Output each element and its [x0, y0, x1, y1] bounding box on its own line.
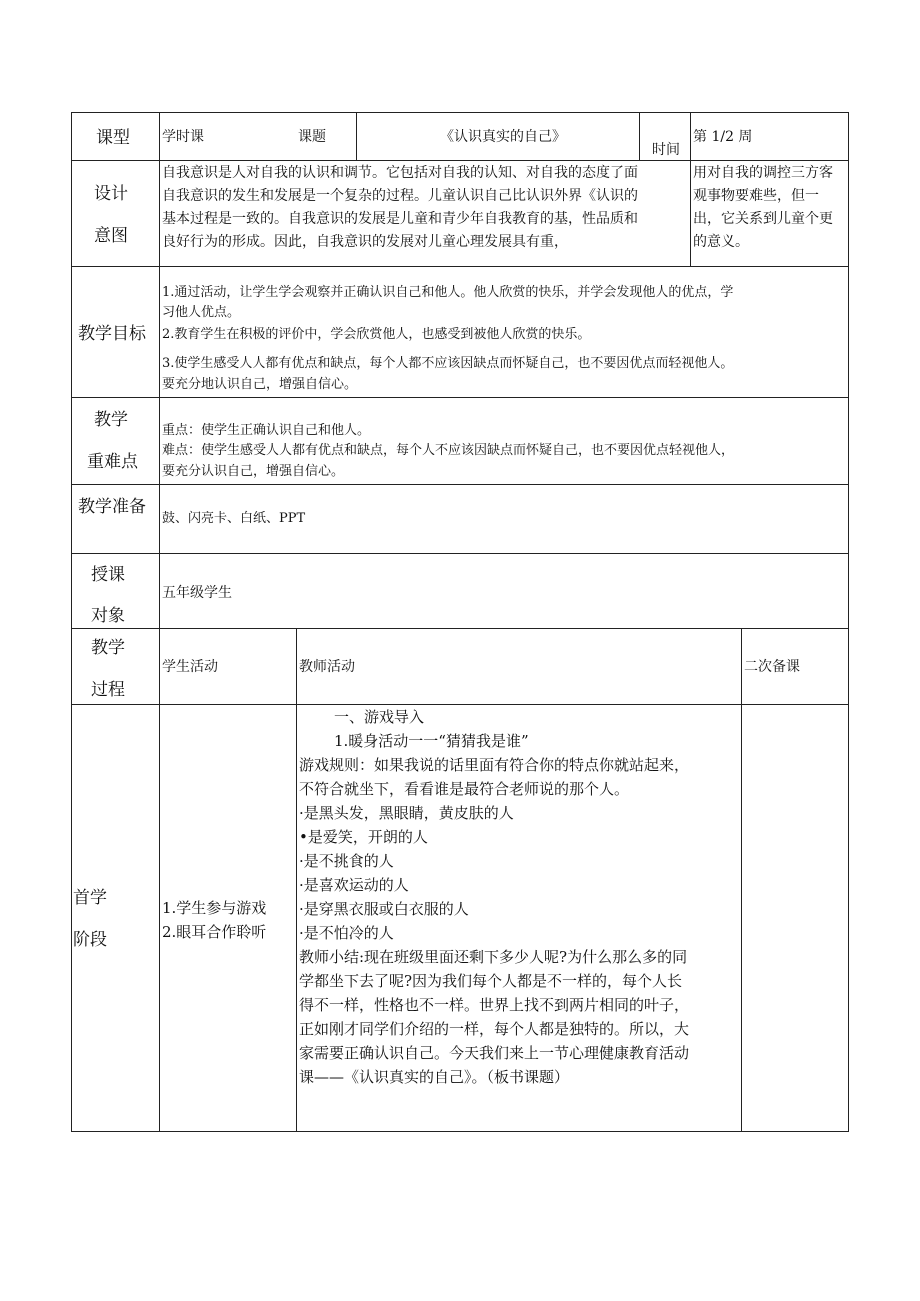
label-process-1: 教学: [91, 638, 125, 658]
goal-line: 1.通过活动，让学生学会观察并正确认识自己和他人。他人欣赏的快乐，并学会发现他人的优点，学: [162, 285, 734, 300]
design-right-line: 观事物要难些，但一: [693, 188, 819, 204]
audience-value: 五年级学生: [162, 585, 232, 601]
teacher-activity-line: 得不一样，性格也不一样。世界上找不到两片相同的叶子，: [299, 996, 690, 1014]
teacher-activity-line: 教师小结:现在班级里面还剩下多少人呢?为什么那么多的同: [299, 948, 688, 966]
row-line: [71, 628, 849, 629]
col-teacher-activity: 教师活动: [299, 659, 355, 675]
goal-line: 2.教育学生在积极的评价中，学会欣赏他人，也感受到被他人欣赏的快乐。: [162, 327, 591, 342]
label-audience-1: 授课: [91, 565, 125, 585]
keypoint-line: 要充分认识自己，增强自信心。: [162, 464, 345, 479]
week-value: 第 1/2 周: [693, 129, 753, 145]
label-audience-2: 对象: [91, 606, 125, 626]
teacher-activity-line: 游戏规则：如果我说的话里面有符合你的特点你就站起来，: [299, 756, 690, 774]
keypoint-line: 难点：使学生感受人人都有优点和缺点，每个人不应该因缺点而怀疑自己，也不要因优点轻视他人，: [162, 443, 735, 458]
col-line: [741, 628, 742, 1132]
label-stage-2: 阶段: [73, 930, 107, 950]
label-time: 时间: [652, 142, 680, 158]
teacher-activity-line: ·是穿黑衣服或白衣服的人: [299, 900, 469, 918]
design-right-line: 的意义。: [693, 234, 749, 250]
col-line: [356, 112, 357, 160]
design-left-line: 良好行为的形成。因此，自我意识的发展对儿童心理发展具有重，: [162, 234, 568, 250]
label-preparation: 教学准备: [78, 497, 146, 517]
row-line: [71, 553, 849, 554]
col-line: [159, 112, 160, 1132]
preparation-value: 鼓、闪亮卡、白纸、PPT: [162, 511, 306, 526]
col-second-prep: 二次备课: [744, 659, 800, 675]
goal-line: 3.使学生感受人人都有优点和缺点，每个人都不应该因缺点而怀疑自己，也不要因优点而轻视他人。: [162, 356, 734, 371]
col-line: [296, 628, 297, 1132]
teacher-activity-line: 课——《认识真实的自己》。（板书课题）: [299, 1068, 570, 1086]
col-line: [639, 112, 640, 160]
teacher-activity-line: ·是不挑食的人: [299, 852, 394, 870]
goal-line: 习他人优点。: [162, 305, 241, 320]
goal-line: 要充分地认识自己，增强自信心。: [162, 377, 358, 392]
design-left-line: 基本过程是一致的。自我意识的发展是儿童和青少年自我教育的基，性品质和: [162, 211, 638, 227]
label-keypoints-1: 教学: [94, 410, 128, 430]
design-right-line: 用对自我的调控三方客: [693, 165, 833, 181]
label-topic: 课题: [298, 129, 326, 145]
teacher-activity-line: ·是不怕冷的人: [299, 924, 394, 942]
col-line: [71, 112, 72, 1132]
teacher-activity-line: 家需要正确认识自己。今天我们来上一节心理健康教育活动: [299, 1044, 690, 1062]
label-goals: 教学目标: [78, 324, 146, 344]
keypoint-line: 重点：使学生正确认识自己和他人。: [162, 423, 371, 438]
label-keypoints-2: 重难点: [87, 452, 138, 472]
label-lesson-type: 课型: [96, 128, 130, 148]
teacher-activity-line: 学都坐下去了呢?因为我们每个人都是不一样的，每个人长: [299, 972, 683, 990]
lesson-type-value: 学时课: [162, 129, 204, 145]
row-line: [71, 397, 849, 398]
teacher-activity-line: •是爱笑，开朗的人: [299, 828, 428, 846]
teacher-activity-line: 不符合就坐下，看看谁是最符合老师说的那个人。: [299, 780, 630, 798]
col-student-activity: 学生活动: [162, 659, 218, 675]
teacher-activity-line: 1.暖身活动一一“猜猜我是谁”: [334, 732, 529, 750]
student-activity-line: 2.眼耳合作聆听: [162, 923, 267, 941]
row-line: [71, 266, 849, 267]
label-stage-1: 首学: [73, 888, 107, 908]
topic-value: 《认识真实的自己》: [440, 129, 566, 145]
teacher-activity-line: 正如刚才同学们介绍的一样，每个人都是独特的。所以，大: [299, 1020, 690, 1038]
label-design-1: 设计: [94, 184, 128, 204]
row-line: [71, 112, 849, 113]
row-line: [71, 160, 849, 161]
design-left-line: 自我意识是人对自我的认识和调节。它包括对自我的认知、对自我的态度了面: [162, 165, 638, 181]
student-activity-line: 1.学生参与游戏: [162, 899, 267, 917]
row-line: [71, 484, 849, 485]
row-line: [71, 704, 849, 705]
design-right-line: 出，它关系到儿童个更: [693, 211, 833, 227]
label-process-2: 过程: [91, 680, 125, 700]
col-line: [848, 112, 849, 1132]
teacher-activity-line: 一、游戏导入: [334, 708, 425, 726]
design-left-line: 自我意识的发生和发展是一个复杂的过程。儿童认识自己比认识外界《认识的: [162, 188, 638, 204]
label-design-2: 意图: [94, 226, 128, 246]
teacher-activity-line: ·是喜欢运动的人: [299, 876, 409, 894]
teacher-activity-line: ·是黑头发，黑眼睛，黄皮肤的人: [299, 804, 514, 822]
row-line: [71, 1131, 849, 1132]
col-line: [690, 112, 691, 266]
